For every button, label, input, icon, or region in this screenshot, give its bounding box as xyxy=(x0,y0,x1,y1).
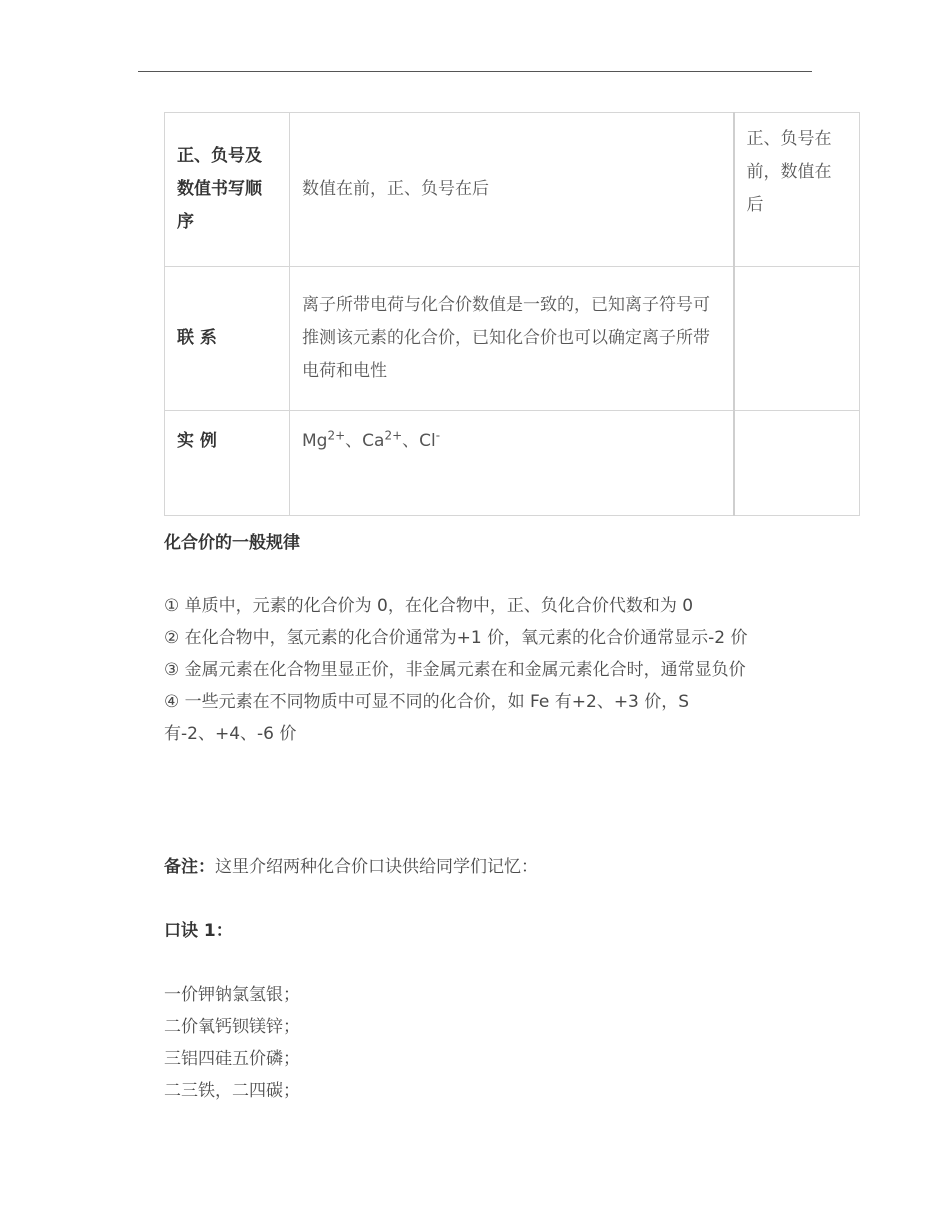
mnemonic-heading: 口诀 1： xyxy=(164,921,233,941)
row-label: 正、负号及数值书写顺序 xyxy=(165,113,290,267)
list-item: ③ 金属元素在化合物里显正价，非金属元素在和金属元素化合时，通常显负价 xyxy=(164,660,746,680)
ion-cl: Cl xyxy=(419,431,436,451)
table-row xyxy=(165,113,860,267)
rules-heading: 化合价的一般规律 xyxy=(164,533,300,553)
ion-ca-charge: 2+ xyxy=(384,428,403,443)
list-item: 三铝四硅五价磷； xyxy=(164,1049,300,1069)
separator: 、 xyxy=(345,431,363,451)
note-text: 这里介绍两种化合价口诀供给同学们记忆： xyxy=(215,857,538,877)
ion-examples xyxy=(290,411,734,516)
table-row xyxy=(165,411,860,516)
row-label: 联 系 xyxy=(165,267,290,411)
list-item: ④ 一些元素在不同物质中可显不同的化合价，如 Fe 有+2、+3 价，S 有-2、+4、-6 价 xyxy=(164,692,690,744)
row-value-alt: 正、负号在前，数值在后 xyxy=(734,113,860,267)
separator: 、 xyxy=(402,431,420,451)
note-label: 备注： xyxy=(164,857,215,877)
row-value: 数值在前，正、负号在后 xyxy=(290,113,734,267)
row-label: 实 例 xyxy=(165,411,290,516)
comparison-table xyxy=(164,112,860,516)
ion-ca: Ca xyxy=(362,431,385,451)
list-item: 二三铁，二四碳； xyxy=(164,1081,300,1101)
note-paragraph xyxy=(164,851,804,883)
header-rule xyxy=(138,71,812,72)
row-value-alt xyxy=(734,267,860,411)
list-item: 一价钾钠氯氢银； xyxy=(164,985,300,1005)
mnemonic-list xyxy=(164,979,804,1107)
list-item: ① 单质中，元素的化合价为 0，在化合物中，正、负化合价代数和为 0 xyxy=(164,596,694,616)
list-item: 二价氧钙钡镁锌； xyxy=(164,1017,300,1037)
row-value: 离子所带电荷与化合价数值是一致的，已知离子符号可推测该元素的化合价，已知化合价也可以确定离子所带电荷和电性 xyxy=(290,267,734,411)
rules-list xyxy=(164,590,804,750)
ion-cl-charge: - xyxy=(435,428,441,443)
ion-mg-charge: 2+ xyxy=(327,428,346,443)
row-value-alt xyxy=(734,411,860,516)
list-item: ② 在化合物中，氢元素的化合价通常为+1 价，氧元素的化合价通常显示-2 价 xyxy=(164,628,748,648)
ion-mg: Mg xyxy=(302,431,328,451)
table-row xyxy=(165,267,860,411)
